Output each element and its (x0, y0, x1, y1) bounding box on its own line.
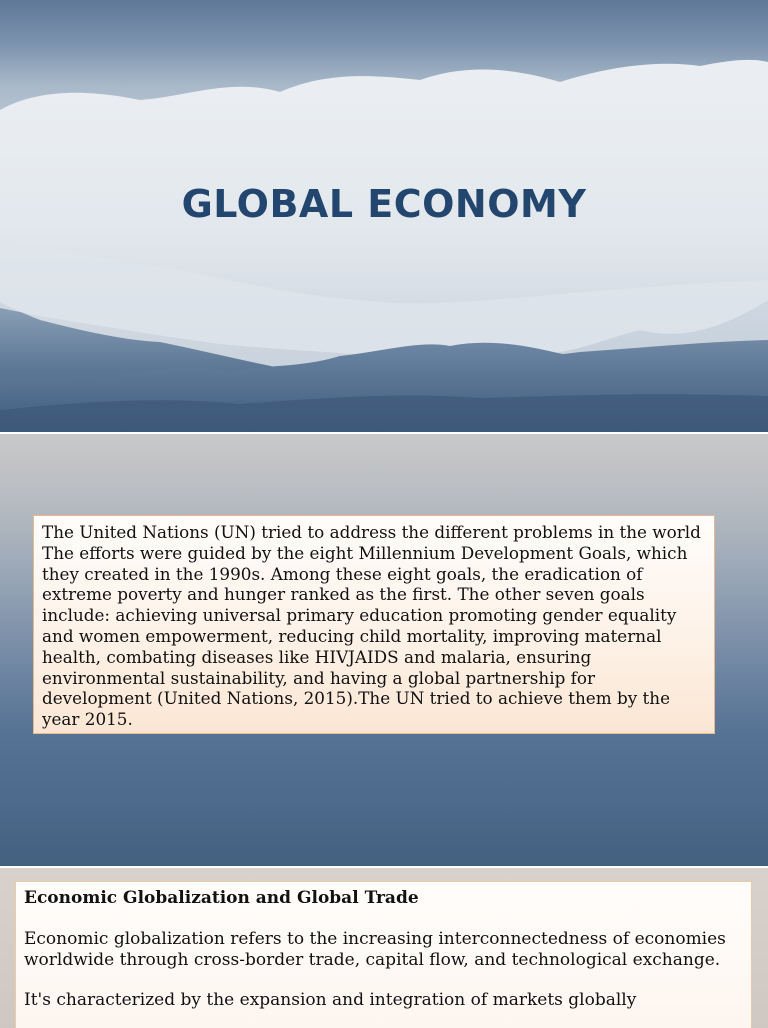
un-goals-slide (0, 434, 768, 866)
un-goals-text: The United Nations (UN) tried to address the different problems in the world The efforts were guided by the eight Millennium Development Goals, which they created in the 1990s. Among these eight goals, the eradication of extreme poverty and hunger ranked as the first. The other seven goals include: achieving universal primary education promoting gender equality and women empowerment, reducing child mortality, improving maternal health, combating diseases like HIVJAIDS and malaria, ensuring environmental sustainability, and having a global partnership for development (United Nations, 2015).The UN tried to achieve them by the year 2015. (33, 515, 715, 734)
title-slide (0, 0, 768, 432)
section-heading: Economic Globalization and Global Trade (24, 888, 419, 908)
paragraph-definition: Economic globalization refers to the increasing interconnectedness of economies worldwide through cross-border trade, capital flow, and technological exchange. (24, 928, 726, 970)
paragraph-characterization: It's characterized by the expansion and integration of markets globally (24, 990, 637, 1011)
slide-title: GLOBAL ECONOMY (181, 182, 587, 226)
economic-globalization-slide (0, 868, 768, 1028)
globalization-text-card (15, 881, 752, 1028)
